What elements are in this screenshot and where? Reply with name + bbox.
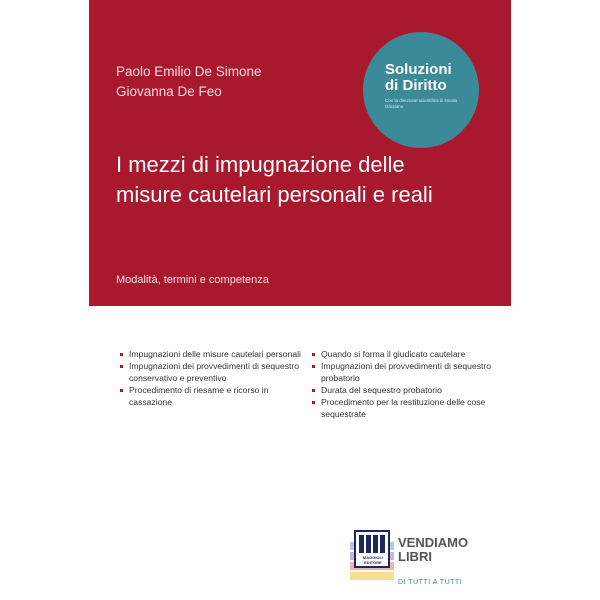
publisher-logo — [354, 530, 390, 568]
book-cover — [89, 0, 511, 600]
topic-list-right — [312, 348, 492, 420]
author-name: Giovanna De Feo — [116, 84, 222, 99]
watermark-text — [398, 536, 468, 564]
watermark-tagline: DI TUTTI A TUTTI — [398, 579, 463, 586]
book-title: I mezzi di impugnazione delle misure cautelari personali e reali — [116, 152, 433, 207]
publisher-name: MAGGIOLI EDITORE — [362, 555, 384, 565]
topic-item: Procedimento di riesame e ricorso in cassazione — [120, 384, 305, 408]
series-badge — [363, 32, 479, 148]
topic-item: Quando si forma il giudicato cautelare — [312, 348, 492, 360]
watermark-line: VENDIAMO — [398, 535, 469, 550]
watermark-line: LIBRI — [398, 549, 432, 564]
topic-item: Durata del sequestro probatorio — [312, 384, 492, 396]
topic-item: Impugnazioni dei provvedimenti di sequestro conservativo e preventivo — [120, 360, 305, 384]
book-subtitle: Modalità, termini e competenza — [116, 274, 269, 286]
topic-item: Procedimento per la restituzione delle cose sequestrate — [312, 396, 492, 420]
series-name: Soluzioni di Diritto — [385, 61, 452, 94]
publisher-mark-icon — [359, 535, 385, 553]
author-list — [116, 62, 262, 102]
topic-item: Impugnazioni delle misure cautelari personali — [120, 348, 305, 360]
series-director-note: Con la direzione scientifica di Nicola Graziano — [385, 98, 458, 109]
author-name: Paolo Emilio De Simone — [116, 64, 262, 79]
topic-item: Impugnazioni dei provvedimenti di sequestro probatorio — [312, 360, 492, 384]
cover-header-band — [89, 0, 511, 306]
topic-list-left — [120, 348, 305, 408]
